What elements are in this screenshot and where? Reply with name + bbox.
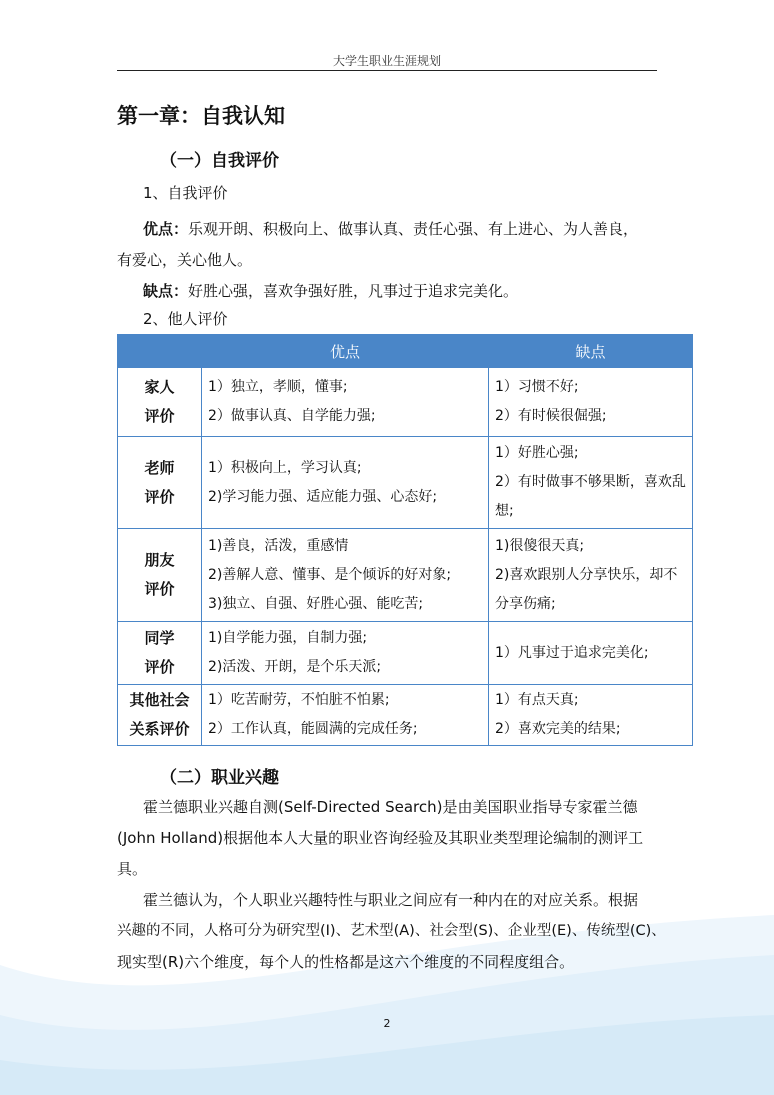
subheading-others-evaluation: 2、他人评价: [143, 310, 228, 328]
table-header-empty: [118, 335, 202, 368]
subheading-self-evaluation: 1、自我评价: [143, 184, 228, 202]
holland-paragraph-1-line2: (John Holland)根据他本人大量的职业咨询经验及其职业类型理论编制的测评工: [117, 829, 644, 847]
row-family-merits: 1）独立，孝顺，懂事; 2）做事认真、自学能力强;: [202, 368, 489, 437]
holland-paragraph-2-line2: 兴趣的不同，人格可分为研究型(I)、艺术型(A)、社会型(S)、企业型(E)、传统型(C)、: [117, 923, 666, 939]
row-teacher-merits: 1）积极向上，学习认真; 2)学习能力强、适应能力强、心态好;: [202, 437, 489, 529]
table-row: [118, 529, 693, 622]
holland-paragraph-1-line3: 具。: [117, 860, 148, 878]
row-friends-faults: 1)很傻很天真; 2)喜欢跟别人分享快乐，却不分享伤痛;: [489, 529, 693, 622]
table-row: [118, 622, 693, 685]
running-header: 大学生职业生涯规划: [332, 54, 441, 68]
row-classmates-faults: 1）凡事过于追求完美化;: [489, 622, 693, 685]
row-classmates-merits: 1)自学能力强，自制力强; 2)活泼、开朗，是个乐天派;: [202, 622, 489, 685]
table-header-row: [118, 335, 693, 368]
table-row: [118, 368, 693, 437]
row-social-merits: 1）吃苦耐劳，不怕脏不怕累; 2）工作认真，能圆满的完成任务;: [202, 685, 489, 746]
section-title-self-evaluation: （一）自我评价: [160, 151, 279, 171]
holland-paragraph-2-line1: 霍兰德认为，个人职业兴趣特性与职业之间应有一种内在的对应关系。根据: [143, 891, 639, 909]
faults-paragraph: [143, 276, 518, 307]
faults-label: 缺点：: [143, 282, 189, 300]
holland-paragraph-1-line1: 霍兰德职业兴趣自测(Self-Directed Search)是由美国职业指导专家霍兰德: [143, 798, 638, 816]
evaluation-table: [117, 334, 693, 746]
table-header-merits: 优点: [202, 335, 489, 368]
merits-text: 乐观开朗、积极向上、做事认真、责任心强、有上进心、为人善良，: [188, 220, 639, 238]
page-number: 2: [383, 1017, 391, 1030]
row-label-family: 家人 评价: [118, 368, 202, 437]
merits-label: 优点：: [143, 220, 189, 238]
table-header-faults: 缺点: [489, 335, 693, 368]
row-label-social: 其他社会 关系评价: [118, 685, 202, 746]
table-row: [118, 685, 693, 746]
chapter-title: 第一章：自我认知: [117, 104, 285, 128]
row-friends-merits: 1)善良，活泼，重感情 2)善解人意、懂事、是个倾诉的好对象; 3)独立、自强、好胜心强、能吃苦;: [202, 529, 489, 622]
row-teacher-faults: 1）好胜心强; 2）有时做事不够果断，喜欢乱想;: [489, 437, 693, 529]
row-family-faults: 1）习惯不好; 2）有时候很倔强;: [489, 368, 693, 437]
row-social-faults: 1）有点天真; 2）喜欢完美的结果;: [489, 685, 693, 746]
row-label-classmates: 同学 评价: [118, 622, 202, 685]
merits-paragraph: [143, 214, 663, 245]
row-label-friends: 朋友 评价: [118, 529, 202, 622]
holland-paragraph-2-line3: 现实型(R)六个维度，每个人的性格都是这六个维度的不同程度组合。: [117, 953, 575, 971]
header-rule: [117, 70, 657, 71]
row-label-teacher: 老师 评价: [118, 437, 202, 529]
merits-paragraph-cont: 有爱心，关心他人。: [117, 251, 253, 269]
section-title-career-interest: （二）职业兴趣: [160, 768, 279, 788]
table-row: [118, 437, 693, 529]
faults-text: 好胜心强，喜欢争强好胜，凡事过于追求完美化。: [188, 282, 519, 300]
